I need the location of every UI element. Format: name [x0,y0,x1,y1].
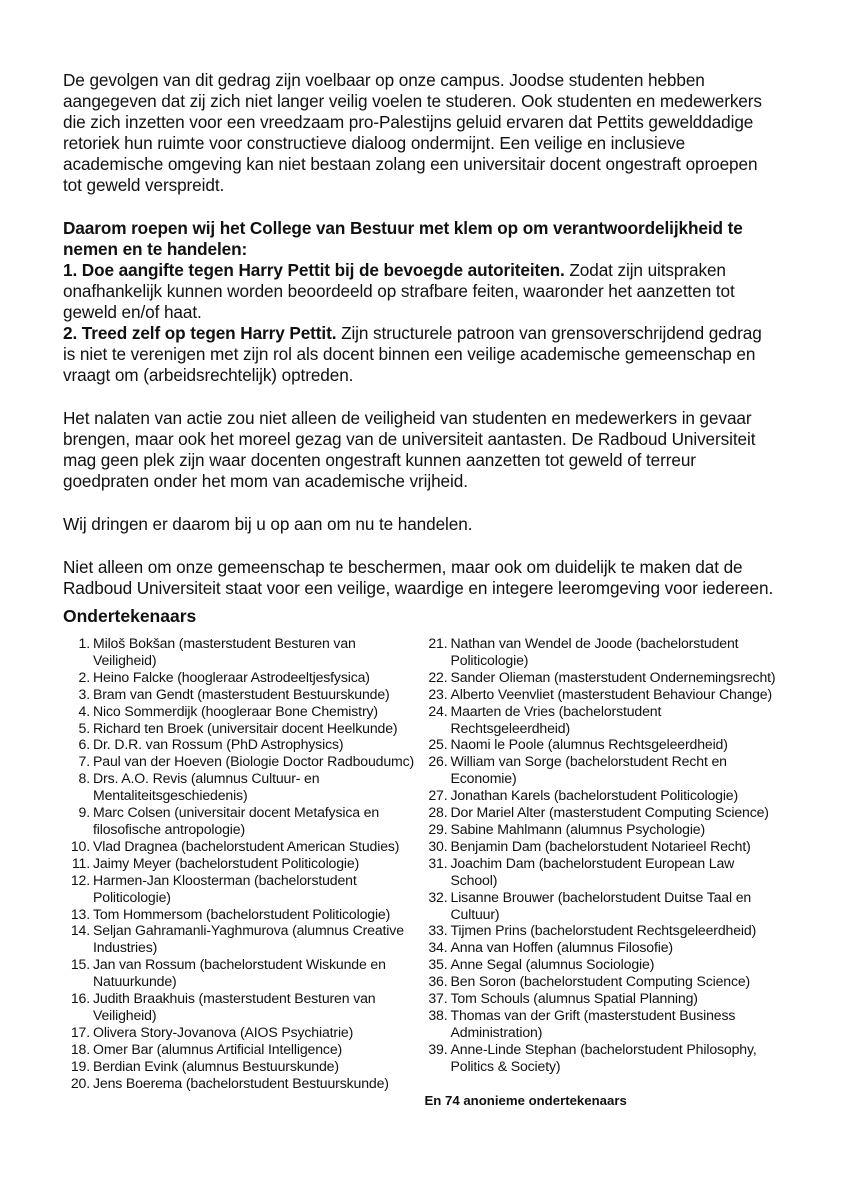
signer-number: 8. [78,770,90,787]
signer-name: Naomi le Poole (alumnus Rechtsgeleerdheid) [450,736,728,753]
signer-number: 27. [428,787,448,804]
signer-name: Ben Soron (bachelorstudent Computing Science) [450,973,751,990]
signer-number: 23. [428,685,448,702]
anonymous-signers: En 74 anonieme ondertekenaars [424,1092,627,1108]
signer-item [421,1041,779,1075]
signer-item [421,855,779,889]
signer-item [63,872,421,906]
signer-item [63,990,421,1024]
signer-name: Thomas van der Grift (masterstudent Business Administration) [450,1006,736,1040]
signer-item [63,703,421,720]
signer-number: 20. [70,1074,90,1091]
signer-item [63,753,421,770]
signer-number: 38. [428,1006,448,1023]
signer-item [63,1024,421,1041]
demand-2-title: 2. Treed zelf op tegen Harry Pettit. [63,323,337,343]
signer-item [63,1041,421,1058]
signer-name: Tijmen Prins (bachelorstudent Rechtsgeleerdheid) [450,922,757,939]
signer-item [421,1007,779,1041]
signer-item [421,990,779,1007]
signer-name: Seljan Gahramanli-Yaghmurova (alumnus Creative Industries) [93,922,404,956]
signer-name: Jonathan Karels (bachelorstudent Politicologie) [450,787,739,804]
signer-number: 13. [70,905,90,922]
signer-number: 31. [428,854,448,871]
demand-1-text: Zodat zijn uitspraken onafhankelijk kunnen worden beoordeeld op strafbare feiten, waaronder het aanzetten tot geweld en/of haat. [63,260,735,322]
signer-name: Harmen-Jan Kloosterman (bachelorstudent Politicologie) [93,871,357,905]
signer-number: 26. [428,753,448,770]
signer-item [63,922,421,956]
signer-number: 1. [78,635,90,651]
signer-number: 33. [428,922,448,939]
signer-name: Anne-Linde Stephan (bachelorstudent Philosophy, Politics & Society) [450,1040,757,1074]
signer-number: 15. [70,956,90,973]
signer-name: Marc Colsen (universitair docent Metafysica en filosofische antropologie) [93,804,380,837]
signer-number: 25. [428,736,448,753]
signer-number: 29. [428,820,448,837]
signer-item [63,855,421,872]
signer-number: 3. [78,685,90,702]
signer-number: 37. [428,990,448,1007]
signer-name: Olivera Story-Jovanova (AIOS Psychiatrie) [93,1023,354,1040]
signer-item [421,787,779,804]
signer-name: Omer Bar (alumnus Artificial Intelligence) [93,1040,343,1057]
signer-item [421,821,779,838]
signer-number: 34. [428,939,448,956]
signer-item [63,1075,421,1092]
signer-item [421,753,779,787]
signer-number: 39. [428,1040,448,1057]
signer-item [421,686,779,703]
signer-number: 2. [78,668,90,685]
signer-name: Sabine Mahlmann (alumnus Psychologie) [450,820,706,837]
urge-paragraph: Wij dringen er daarom bij u op aan om nu te handelen. [63,514,473,534]
signer-item [421,669,779,686]
closing-paragraph: Niet alleen om onze gemeenschap te beschermen, maar ook om duidelijk te maken dat de Radboud Universiteit staat voor een veilige, waardige en integere leeromgeving voor iedereen. [63,557,774,598]
signer-name: Drs. A.O. Revis (alumnus Cultuur- en Mentaliteitsgeschiedenis) [93,770,320,804]
signer-item [421,838,779,855]
signer-name: Heino Falcke (hoogleraar Astrodeeltjesfysica) [93,668,370,685]
signer-name: Alberto Veenvliet (masterstudent Behaviour Change) [450,685,773,702]
signer-number: 16. [70,990,90,1007]
intro-paragraph: De gevolgen van dit gedrag zijn voelbaar op onze campus. Joodse studenten hebben aangegeven dat zij zich niet langer veilig voelen te studeren. Ook studenten en medewerkers die zich inzetten voor een vreedzaam pro-Palestijns geluid ervaren dat Pettits gewelddadige retoriek hun ruimte voor constructieve dialoog ondermijnt. Een veilige en inclusieve academische omgeving kan niet bestaan zolang een universitair docent ongestraft oproepen tot geweld verspreidt. [63,70,762,195]
signer-name: Jens Boerema (bachelorstudent Bestuurskunde) [93,1074,389,1091]
signer-item [63,669,421,686]
signers-column-right [421,635,779,1108]
signer-item [421,703,779,737]
signer-name: Judith Braakhuis (masterstudent Besturen van Veiligheid) [93,990,376,1023]
signer-number: 4. [78,702,90,719]
signer-name: Tom Hommersom (bachelorstudent Politicologie) [93,905,391,922]
signer-item [63,736,421,753]
signers-title: Ondertekenaars [63,606,197,626]
signer-item [63,720,421,737]
signer-number: 14. [70,922,90,939]
signer-name: Nathan van Wendel de Joode (bachelorstudent Politicologie) [450,635,739,668]
signer-item [421,939,779,956]
signer-number: 18. [70,1040,90,1057]
signer-item [63,906,421,923]
signers-list-left [63,635,421,1091]
signer-name: Lisanne Brouwer (bachelorstudent Duitse Taal en Cultuur) [450,888,752,922]
signer-item [421,804,779,821]
signers-columns [63,635,778,1108]
signer-item [421,973,779,990]
signer-number: 19. [70,1057,90,1074]
signer-item [63,804,421,838]
signer-item [63,1058,421,1075]
signer-number: 12. [70,871,90,888]
signer-name: William van Sorge (bachelorstudent Recht en Economie) [450,753,727,787]
signer-name: Tom Schouls (alumnus Spatial Planning) [450,990,698,1007]
signer-item [421,889,779,923]
call-to-action [63,218,778,386]
signer-name: Maarten de Vries (bachelorstudent Rechtsgeleerdheid) [450,702,662,736]
signer-item [63,686,421,703]
signer-item [421,635,779,669]
signer-name: Miloš Bokšan (masterstudent Besturen van Veiligheid) [93,635,356,668]
demand-2 [63,323,778,386]
signer-number: 7. [78,753,90,770]
signer-name: Joachim Dam (bachelorstudent European Law School) [450,854,735,888]
signer-name: Jan van Rossum (bachelorstudent Wiskunde en Natuurkunde) [93,956,386,990]
signer-number: 36. [428,973,448,990]
signer-number: 22. [428,668,448,685]
call-heading: Daarom roepen wij het College van Bestuur met klem op om verantwoordelijkheid te nemen en te handelen: [63,218,743,259]
signers-list-right [421,635,779,1075]
consequence-paragraph: Het nalaten van actie zou niet alleen de veiligheid van studenten en medewerkers in gevaar brengen, maar ook het moreel gezag van de universiteit aantasten. De Radboud Universiteit mag geen plek zijn waar docenten ongestraft kunnen aanzetten tot geweld of terreur goedpraten onder het mom van academische vrijheid. [63,408,756,491]
signer-name: Anna van Hoffen (alumnus Filosofie) [450,939,673,956]
signer-item [63,770,421,804]
demand-1-title: 1. Doe aangifte tegen Harry Pettit bij de bevoegde autoriteiten. [63,260,565,280]
signer-number: 21. [428,635,448,651]
signer-name: Berdian Evink (alumnus Bestuurskunde) [93,1057,339,1074]
signer-number: 24. [428,702,448,719]
signer-item [421,736,779,753]
signer-name: Bram van Gendt (masterstudent Bestuurskunde) [93,685,390,702]
signer-name: Dr. D.R. van Rossum (PhD Astrophysics) [93,736,344,753]
signer-item [421,956,779,973]
demand-2-text: Zijn structurele patroon van grensoverschrijdend gedrag is niet te verenigen met zijn rol als docent binnen een veilige academische gemeenschap en vraagt om (arbeidsrechtelijk) optreden. [63,323,762,385]
signer-number: 17. [70,1023,90,1040]
signer-item [63,838,421,855]
signer-name: Vlad Dragnea (bachelorstudent American Studies) [93,837,400,854]
signer-number: 11. [71,854,90,871]
signer-name: Sander Olieman (masterstudent Ondernemingsrecht) [450,668,776,685]
signer-name: Paul van der Hoeven (Biologie Doctor Radboudumc) [93,753,415,770]
signer-item [421,922,779,939]
signer-number: 9. [78,804,90,821]
signer-item [63,635,421,669]
signer-number: 32. [428,888,448,905]
signer-name: Benjamin Dam (bachelorstudent Notarieel Recht) [450,837,751,854]
signer-item [63,956,421,990]
signer-number: 30. [428,837,448,854]
signer-name: Anne Segal (alumnus Sociologie) [450,956,655,973]
signers-column-left [63,635,421,1108]
signer-number: 5. [78,719,90,736]
signer-name: Nico Sommerdijk (hoogleraar Bone Chemistry) [93,702,378,719]
signer-name: Dor Mariel Alter (masterstudent Computing Science) [450,804,769,821]
signer-number: 6. [78,736,90,753]
signer-number: 28. [428,804,448,821]
signer-number: 35. [428,956,448,973]
signer-number: 10. [70,837,90,854]
demand-1 [63,260,778,323]
signer-name: Jaimy Meyer (bachelorstudent Politicologie) [93,854,360,871]
signer-name: Richard ten Broek (universitair docent Heelkunde) [93,719,398,736]
